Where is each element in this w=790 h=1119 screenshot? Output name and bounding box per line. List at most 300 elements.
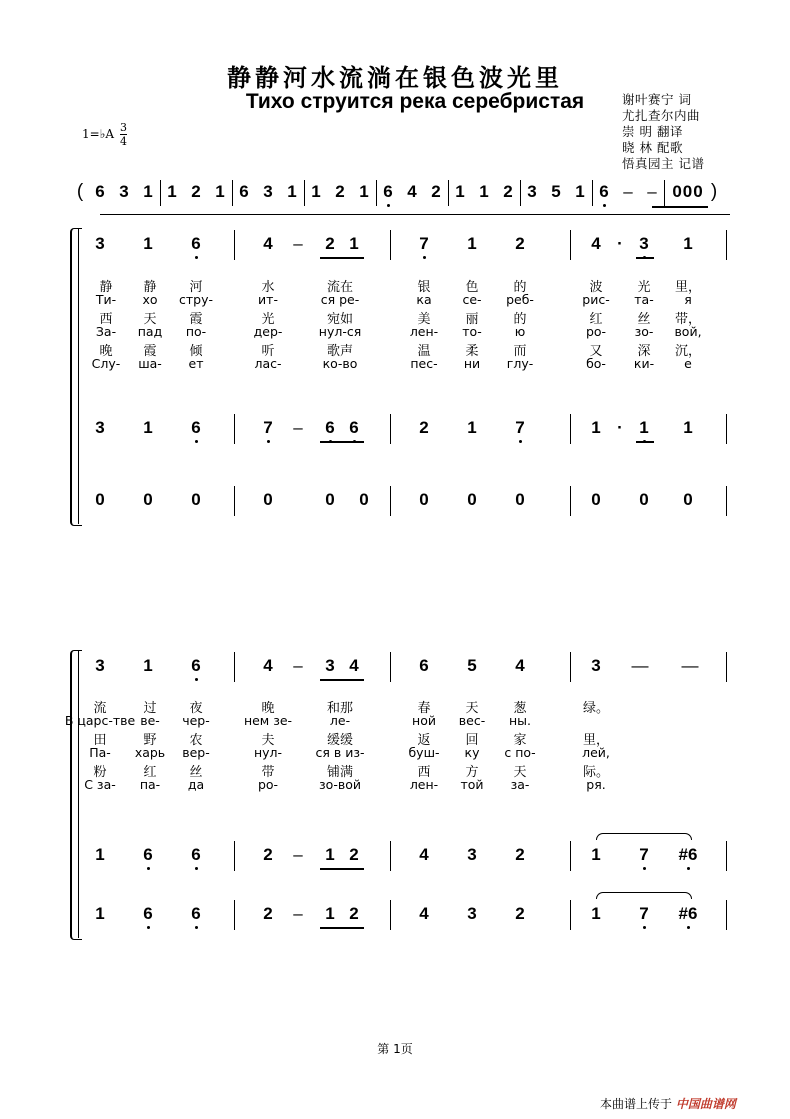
bass-note: 0 (419, 490, 429, 509)
lyric-syllable: ко-во (322, 356, 358, 371)
lyric-syllable: ны. (508, 713, 532, 728)
lyric-syllable: 带 (261, 765, 275, 780)
bass-note: #6 (678, 904, 698, 923)
lyric-syllable: 过 (143, 701, 157, 716)
melody-note: 6 (419, 656, 429, 675)
octave-dot-low (643, 926, 646, 929)
lyric-syllable: 葱 (513, 701, 527, 716)
lyric-syllable: с по- (504, 745, 536, 760)
intro-note: 1 (287, 182, 297, 201)
tie-slur (596, 892, 692, 899)
lyric-syllable: та- (634, 292, 654, 307)
alto-note: 7 (263, 418, 273, 437)
beam-underline (320, 257, 364, 259)
lyric-syllable: 柔 (465, 344, 479, 359)
lyric-syllable: ка (416, 292, 432, 307)
bar-line (570, 414, 571, 444)
page-number: 第 1页 (377, 1042, 413, 1056)
title-russian: Тихо струится река серебристая (245, 90, 585, 113)
lyric-syllable: ит- (258, 292, 278, 307)
melody-note: 3 (639, 234, 649, 253)
bar-line (304, 180, 305, 206)
melody-note: 2 (515, 234, 525, 253)
lyric-syllable: ни (463, 356, 481, 371)
intro-note: 1 (143, 182, 153, 201)
alto-note: 1 (639, 418, 649, 437)
bass-note: 0 (325, 490, 335, 509)
lyric-syllable: 深 (637, 344, 651, 359)
octave-dot-low (423, 256, 426, 259)
lyric-syllable: 的 (513, 312, 527, 327)
melody-note: — (631, 656, 649, 675)
lyric-syllable: вес- (458, 713, 486, 728)
melody-note: 1 (683, 234, 693, 253)
octave-dot-low (195, 256, 198, 259)
bar-line (726, 414, 727, 444)
tie-slur (596, 833, 692, 840)
octave-dot-low (195, 678, 198, 681)
lyric-syllable: 静 (99, 280, 113, 295)
alto-note: 2 (419, 418, 429, 437)
lyric-syllable: 里， (582, 733, 610, 748)
alto-note: 1 (467, 418, 477, 437)
intro-note: 1 (575, 182, 585, 201)
lyric-syllable: па- (139, 777, 161, 792)
alto-note: 6 (191, 418, 201, 437)
bar-line (390, 841, 391, 871)
lyric-syllable: вер- (182, 745, 210, 760)
lyric-syllable: 粉 (93, 765, 107, 780)
site-logo: 中国曲谱网 (675, 1097, 736, 1111)
bar-line (390, 414, 391, 444)
lyric-syllable: харь (134, 745, 166, 760)
lyric-syllable: ку (464, 745, 480, 760)
melody-note: – (293, 234, 303, 253)
lyric-syllable: 银 (417, 280, 431, 295)
lyric-syllable: 家 (513, 733, 527, 748)
bass-note: 2 (515, 904, 525, 923)
lyric-syllable: бо- (586, 356, 606, 371)
lyric-syllable: чер- (182, 713, 210, 728)
octave-dot-low (687, 867, 690, 870)
credit-transcriber: 悟真园主 记谱 (622, 156, 705, 171)
bar-line (570, 486, 571, 516)
lyric-syllable: пес- (410, 356, 438, 371)
bar-line (664, 180, 665, 206)
bass-note: 0 (467, 490, 477, 509)
bass-note: 1 (95, 904, 105, 923)
melody-note: 5 (467, 656, 477, 675)
lyric-syllable: ся ре- (320, 292, 360, 307)
lyric-syllable: нул-ся (318, 324, 362, 339)
intro-note: 5 (551, 182, 561, 201)
alto-note: 6 (143, 845, 153, 864)
bass-note: 2 (263, 904, 273, 923)
bar-line (726, 230, 727, 260)
lyric-syllable: ро- (257, 777, 279, 792)
credit-arranger: 晓 林 配歌 (622, 140, 683, 155)
lyric-syllable: рис- (582, 292, 610, 307)
bar-line (234, 652, 235, 682)
bar-line (234, 230, 235, 260)
bar-line (726, 900, 727, 930)
lyric-syllable: 西 (99, 312, 113, 327)
bass-note: 0 (591, 490, 601, 509)
time-signature (120, 121, 127, 148)
lyric-syllable: лей, (582, 745, 610, 760)
melody-note: 3 (591, 656, 601, 675)
lyric-syllable: 流 (93, 701, 107, 716)
intro-note: 2 (431, 182, 441, 201)
lyric-syllable: 宛如 (326, 312, 354, 327)
lyric-syllable: ет (188, 356, 204, 371)
bass-note: 6 (143, 904, 153, 923)
lyric-syllable: 带， (674, 312, 702, 327)
bass-note: 0 (143, 490, 153, 509)
time-bottom: 4 (120, 135, 127, 148)
bass-note: – (293, 904, 303, 923)
bass-note: 0 (515, 490, 525, 509)
lyric-syllable: по- (185, 324, 207, 339)
lyric-syllable: Ти- (95, 292, 117, 307)
bar-line (570, 652, 571, 682)
bar-line (234, 486, 235, 516)
alto-note: 1 (325, 845, 335, 864)
lyric-syllable: 丽 (465, 312, 479, 327)
intro-note: 3 (527, 182, 537, 201)
beam-underline (320, 441, 364, 443)
lyric-syllable: 晚 (99, 344, 113, 359)
upload-label: 本曲谱上传于 (600, 1097, 673, 1111)
alto-note: 1 (95, 845, 105, 864)
bar-line (390, 900, 391, 930)
beam-underline (320, 927, 364, 929)
melody-note: 1 (467, 234, 477, 253)
lyric-syllable: стру- (179, 292, 213, 307)
lyric-syllable: 静 (143, 280, 157, 295)
lyric-syllable: буш- (408, 745, 440, 760)
lyric-syllable: лен- (409, 777, 439, 792)
alto-note: 1 (143, 418, 153, 437)
lyric-syllable: ря. (586, 777, 606, 792)
lyric-syllable: той (460, 777, 484, 792)
bar-line (234, 900, 235, 930)
lyric-syllable: ле- (329, 713, 351, 728)
lyric-syllable: 温 (417, 344, 431, 359)
lyric-syllable: 流在 (326, 280, 354, 295)
alto-note: 1 (591, 418, 601, 437)
intro-note: 6 (383, 182, 393, 201)
lyric-syllable: се- (462, 292, 482, 307)
alto-note: 1 (591, 845, 601, 864)
melody-note: 4 (263, 234, 273, 253)
lyric-syllable: 波 (589, 280, 603, 295)
bass-note: 3 (467, 904, 477, 923)
intro-underline (100, 214, 730, 215)
alto-note: 7 (515, 418, 525, 437)
lyric-syllable: 听 (261, 344, 275, 359)
lyric-syllable: ной (412, 713, 436, 728)
credit-translator: 崇 明 翻译 (622, 124, 683, 139)
key-label: 1=♭A (82, 127, 115, 141)
intro-note: 000 (672, 182, 704, 201)
lyric-syllable: 倾 (189, 344, 203, 359)
lyric-syllable: 绿。 (582, 701, 610, 716)
intro-note: 6 (599, 182, 609, 201)
alto-note: 1 (683, 418, 693, 437)
alto-note: 6 (349, 418, 359, 437)
bar-line (160, 180, 161, 206)
lyric-syllable: В царс-тве (64, 713, 136, 728)
melody-note: 4 (349, 656, 359, 675)
lyric-syllable: е (684, 356, 692, 371)
beam-underline (652, 206, 708, 208)
lyric-syllable: лен- (409, 324, 439, 339)
bar-line (592, 180, 593, 206)
melody-note: 6 (191, 656, 201, 675)
alto-note: 4 (419, 845, 429, 864)
bass-note: 0 (683, 490, 693, 509)
melody-note: — (681, 656, 699, 675)
bar-line (726, 652, 727, 682)
melody-note: 3 (95, 656, 105, 675)
lyric-syllable: ю (514, 324, 526, 339)
lyric-syllable: 水 (261, 280, 275, 295)
beam-underline (636, 257, 654, 259)
lyric-syllable: 夜 (189, 701, 203, 716)
intro-note: 6 (239, 182, 249, 201)
octave-dot-low (195, 867, 198, 870)
alto-note: – (293, 418, 303, 437)
octave-dot-low (387, 204, 390, 207)
octave-dot-low (195, 440, 198, 443)
lyric-syllable: 春 (417, 701, 431, 716)
intro-note: 1 (215, 182, 225, 201)
octave-dot-low (147, 926, 150, 929)
melody-note: 1 (349, 234, 359, 253)
bass-note: 0 (191, 490, 201, 509)
lyric-syllable: ша- (138, 356, 162, 371)
credit-lyricist: 谢叶赛宁 词 (622, 92, 692, 107)
alto-note: #6 (678, 845, 698, 864)
intro-note: 2 (335, 182, 345, 201)
lyric-syllable: 光 (637, 280, 651, 295)
alto-note: 7 (639, 845, 649, 864)
time-top: 3 (120, 121, 127, 134)
intro-note: 1 (479, 182, 489, 201)
alto-note: – (293, 845, 303, 864)
lyric-syllable: 又 (589, 344, 603, 359)
bass-note: 0 (639, 490, 649, 509)
lyric-syllable: 红 (143, 765, 157, 780)
bar-line (234, 414, 235, 444)
beam-underline (320, 679, 364, 681)
lyric-syllable: 和那 (326, 701, 354, 716)
bar-line (390, 486, 391, 516)
alto-note: 6 (325, 418, 335, 437)
melody-note: 1 (143, 656, 153, 675)
bar-line (376, 180, 377, 206)
melody-note: 2 (325, 234, 335, 253)
lyric-syllable: 西 (417, 765, 431, 780)
lyric-syllable: 铺满 (326, 765, 354, 780)
lyric-syllable: 里， (674, 280, 702, 295)
octave-dot-low (519, 440, 522, 443)
lyric-syllable: 夫 (261, 733, 275, 748)
lyric-syllable: да (187, 777, 205, 792)
bar-line (520, 180, 521, 206)
lyric-syllable: зо- (634, 324, 654, 339)
system-start-line (78, 650, 79, 938)
alto-note: 2 (515, 845, 525, 864)
lyric-syllable: нул- (253, 745, 283, 760)
bar-line (726, 841, 727, 871)
alto-note: 6 (191, 845, 201, 864)
lyric-syllable: 河 (189, 280, 203, 295)
lyric-syllable: 际。 (582, 765, 610, 780)
lyric-syllable: 农 (189, 733, 203, 748)
lyric-syllable: 方 (465, 765, 479, 780)
lyric-syllable: Слу- (91, 356, 121, 371)
site-credit (600, 1095, 736, 1112)
bass-note: 4 (419, 904, 429, 923)
beam-underline (320, 868, 364, 870)
intro-note: 3 (119, 182, 129, 201)
lyric-syllable: 返 (417, 733, 431, 748)
octave-dot-low (687, 926, 690, 929)
lyric-syllable: реб- (506, 292, 534, 307)
lyric-syllable: 沉， (674, 344, 702, 359)
lyric-syllable: 天 (143, 312, 157, 327)
melody-note: – (293, 656, 303, 675)
octave-dot-low (603, 204, 606, 207)
octave-dot-low (147, 867, 150, 870)
lyric-syllable: 晚 (261, 701, 275, 716)
bar-line (570, 230, 571, 260)
lyric-syllable: за- (510, 777, 530, 792)
lyric-syllable: 丝 (189, 765, 203, 780)
octave-dot-low (643, 867, 646, 870)
melody-note: 7 (419, 234, 429, 253)
credit-composer: 尤扎查尔内曲 (622, 108, 701, 123)
lyric-syllable: 丝 (637, 312, 651, 327)
intro-note: 1 (311, 182, 321, 201)
intro-note: 1 (455, 182, 465, 201)
lyric-syllable: 而 (513, 344, 527, 359)
bass-note: 0 (95, 490, 105, 509)
intro-note: 1 (359, 182, 369, 201)
lyric-syllable: лас- (254, 356, 282, 371)
intro-note: 1 (167, 182, 177, 201)
lyric-syllable: С за- (84, 777, 116, 792)
bass-note: 1 (591, 904, 601, 923)
octave-dot-low (267, 440, 270, 443)
intro-note: 3 (263, 182, 273, 201)
alto-note: 2 (263, 845, 273, 864)
bar-line (234, 841, 235, 871)
intro-note: 6 (95, 182, 105, 201)
bass-note: 0 (359, 490, 369, 509)
lyric-syllable: нем зе- (243, 713, 293, 728)
lyric-syllable: 光 (261, 312, 275, 327)
lyric-syllable: ки- (633, 356, 655, 371)
lyric-syllable: 野 (143, 733, 157, 748)
system-brace (70, 228, 82, 526)
lyric-syllable: 缓缓 (326, 733, 354, 748)
title-chinese: 静静河水流淌在银色波光里 (227, 63, 563, 92)
alto-note: 3 (95, 418, 105, 437)
melody-note: 3 (325, 656, 335, 675)
melody-note: 1 (143, 234, 153, 253)
lyric-syllable: 红 (589, 312, 603, 327)
lyric-syllable: 田 (93, 733, 107, 748)
bar-line (390, 230, 391, 260)
bass-note: 1 (325, 904, 335, 923)
lyric-syllable: 的 (513, 280, 527, 295)
melody-note: 4 (515, 656, 525, 675)
bar-line (570, 900, 571, 930)
melody-note: 3 (95, 234, 105, 253)
lyric-syllable: я (684, 292, 692, 307)
alto-note: 3 (467, 845, 477, 864)
lyric-syllable: Па- (89, 745, 111, 760)
alto-note: 2 (349, 845, 359, 864)
intro-note: 2 (191, 182, 201, 201)
intro-note: 4 (407, 182, 417, 201)
lyric-syllable: 色 (465, 280, 479, 295)
lyric-syllable: 天 (513, 765, 527, 780)
bar-line (232, 180, 233, 206)
alto-note: · (617, 418, 623, 437)
lyric-syllable: 美 (417, 312, 431, 327)
bar-line (448, 180, 449, 206)
intro-close-paren: ) (710, 181, 718, 202)
bar-line (570, 841, 571, 871)
bass-note: 0 (263, 490, 273, 509)
lyric-syllable: 天 (465, 701, 479, 716)
lyric-syllable: 歌声 (326, 344, 354, 359)
intro-note: – (647, 182, 657, 201)
lyric-syllable: то- (462, 324, 482, 339)
bass-note: 2 (349, 904, 359, 923)
melody-note: 4 (263, 656, 273, 675)
lyric-syllable: зо-вой (319, 777, 361, 792)
beam-underline (636, 441, 654, 443)
bass-note: 7 (639, 904, 649, 923)
lyric-syllable: хо (142, 292, 158, 307)
lyric-syllable: дер- (253, 324, 283, 339)
melody-note: 6 (191, 234, 201, 253)
lyric-syllable: 霞 (189, 312, 203, 327)
system-brace (70, 650, 82, 940)
lyric-syllable: вой, (674, 324, 702, 339)
lyric-syllable: 回 (465, 733, 479, 748)
intro-open-paren: ( (76, 181, 84, 202)
lyric-syllable: За- (95, 324, 117, 339)
lyric-syllable: 霞 (143, 344, 157, 359)
melody-note: 4 (591, 234, 601, 253)
lyric-syllable: пад (137, 324, 163, 339)
melody-note: · (617, 234, 623, 253)
system-start-line (78, 228, 79, 524)
credits-block (622, 92, 704, 172)
lyric-syllable: ве- (140, 713, 160, 728)
lyric-syllable: ся в из- (315, 745, 365, 760)
bar-line (726, 486, 727, 516)
key-signature (82, 121, 127, 148)
lyric-syllable: ро- (585, 324, 607, 339)
octave-dot-low (195, 926, 198, 929)
